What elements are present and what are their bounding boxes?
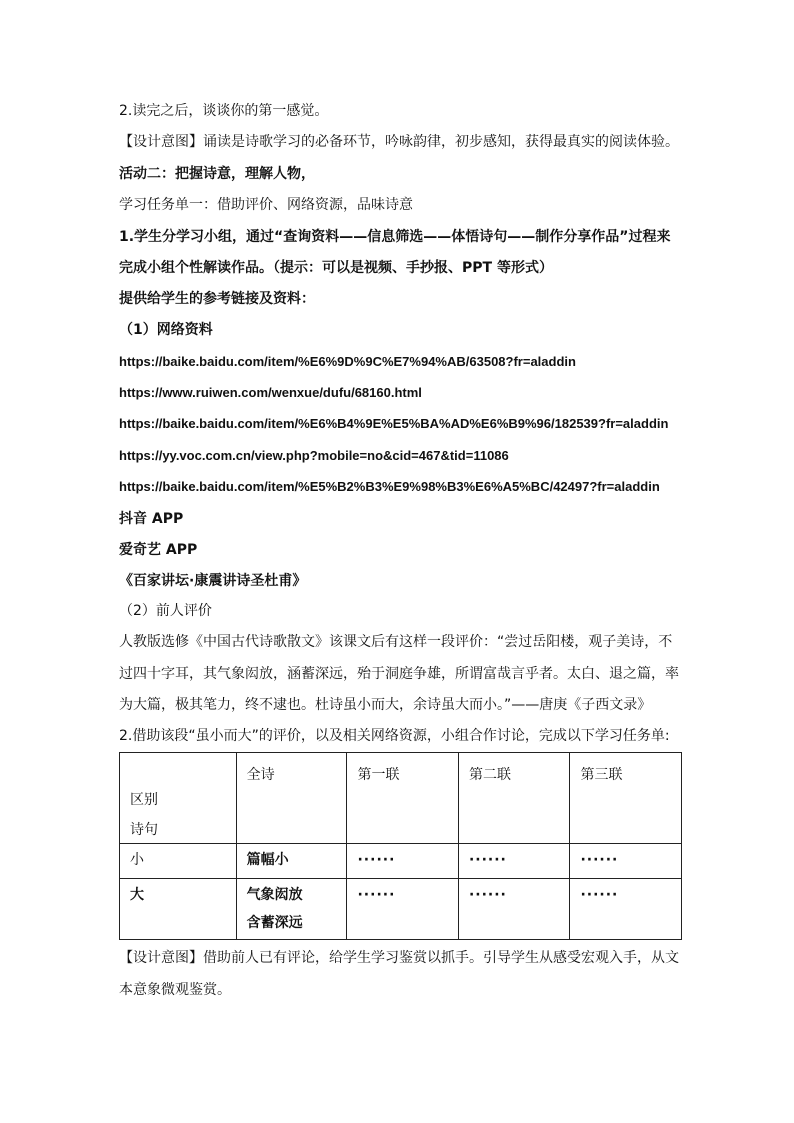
text-line-design-intent-1: 【设计意图】诵读是诗歌学习的必备环节，吟咏韵律，初步感知，获得最真实的阅读体验。 xyxy=(119,134,679,150)
design-intent-line: 【设计意图】借助前人已有评论，给学生学习鉴赏以抓手。引导学生从感受宏观入手，从文 xyxy=(119,950,679,966)
table-header-cell: 全诗 xyxy=(236,753,347,844)
link-ruiwen-dufu[interactable]: https://www.ruiwen.com/wenxue/dufu/68160.html xyxy=(119,385,422,400)
table-cell: ······ xyxy=(570,879,682,940)
task-table xyxy=(119,752,682,940)
row-label-large: 大 xyxy=(120,879,237,940)
row-label-small: 小 xyxy=(120,844,237,879)
design-intent-line: 本意象微观鉴赏。 xyxy=(119,981,231,998)
activity-two-heading: 活动二：把握诗意，理解人物， xyxy=(119,166,315,182)
link-baike-dongting[interactable]: https://baike.baidu.com/item/%E6%B4%9E%E5%BA%AD%E6%B9%96/182539?fr=aladdin xyxy=(119,416,669,431)
reference-heading: 提供给学生的参考链接及资料： xyxy=(119,291,315,307)
app-iqiyi: 爱奇艺 APP xyxy=(119,542,198,558)
table-header-cell: 第二联 xyxy=(458,753,569,844)
previous-evaluation-heading: （2）前人评价 xyxy=(119,603,212,619)
instruction-line-2: 完成小组个性解读作品。（提示：可以是视频、手抄报、PPT 等形式） xyxy=(119,260,553,276)
task-sheet-one-heading: 学习任务单一：借助评价、网络资源，品味诗意 xyxy=(119,197,413,213)
instruction-line-1: 1.学生分学习小组，通过“查询资料——信息筛选——体悟诗句——制作分享作品”过程来 xyxy=(119,229,671,245)
app-douyin: 抖音 APP xyxy=(119,511,184,527)
table-header-cell: 第三联 xyxy=(570,753,682,844)
quote-line: 人教版选修《中国古代诗歌散文》该课文后有这样一段评价：“尝过岳阳楼，观子美诗，不 xyxy=(119,634,673,650)
task-instruction: 2.借助该段“虽小而大”的评价，以及相关网络资源，小组合作讨论，完成以下学习任务单: xyxy=(119,728,670,744)
corner-label-diff: 区别 xyxy=(130,792,158,808)
table-header-row xyxy=(120,753,682,844)
table-cell: ······ xyxy=(570,844,682,879)
table-cell: ······ xyxy=(347,879,458,940)
link-baike-yueyang[interactable]: https://baike.baidu.com/item/%E5%B2%B3%E9%98%B3%E6%A5%BC/42497?fr=aladdin xyxy=(119,479,660,494)
text-line-first-feeling: 2.读完之后，谈谈你的第一感觉。 xyxy=(119,103,329,119)
design-intent-2-paragraph xyxy=(119,943,685,1006)
table-cell: ······ xyxy=(458,879,569,940)
table-row xyxy=(120,844,682,879)
link-baike-dufu[interactable]: https://baike.baidu.com/item/%E6%9D%9C%E7%94%AB/63508?fr=aladdin xyxy=(119,354,576,369)
table-cell: ······ xyxy=(347,844,458,879)
program-baijia: 《百家讲坛·康震讲诗圣杜甫》 xyxy=(119,573,307,589)
quote-paragraph xyxy=(119,627,685,722)
quote-line: 为大篇，极其笔力，终不逮也。杜诗虽小而大，余诗虽大而小。”——唐庚《子西文录》 xyxy=(119,697,652,713)
corner-label-lines: 诗句 xyxy=(130,822,158,838)
network-resources-heading: （1）网络资料 xyxy=(119,322,213,338)
table-cell: ······ xyxy=(458,844,569,879)
table-cell: 篇幅小 xyxy=(236,844,347,879)
table-row xyxy=(120,879,682,940)
quote-line: 过四十字耳，其气象闳放，涵蓄深远，殆于洞庭争雄，所谓富哉言乎者。太白、退之篇，率 xyxy=(119,665,679,682)
link-voc[interactable]: https://yy.voc.com.cn/view.php?mobile=no&cid=467&tid=11086 xyxy=(119,448,509,463)
table-corner-cell xyxy=(120,753,237,844)
table-header-cell: 第一联 xyxy=(347,753,458,844)
table-cell: 气象闳放 含蓄深远 xyxy=(236,879,347,940)
